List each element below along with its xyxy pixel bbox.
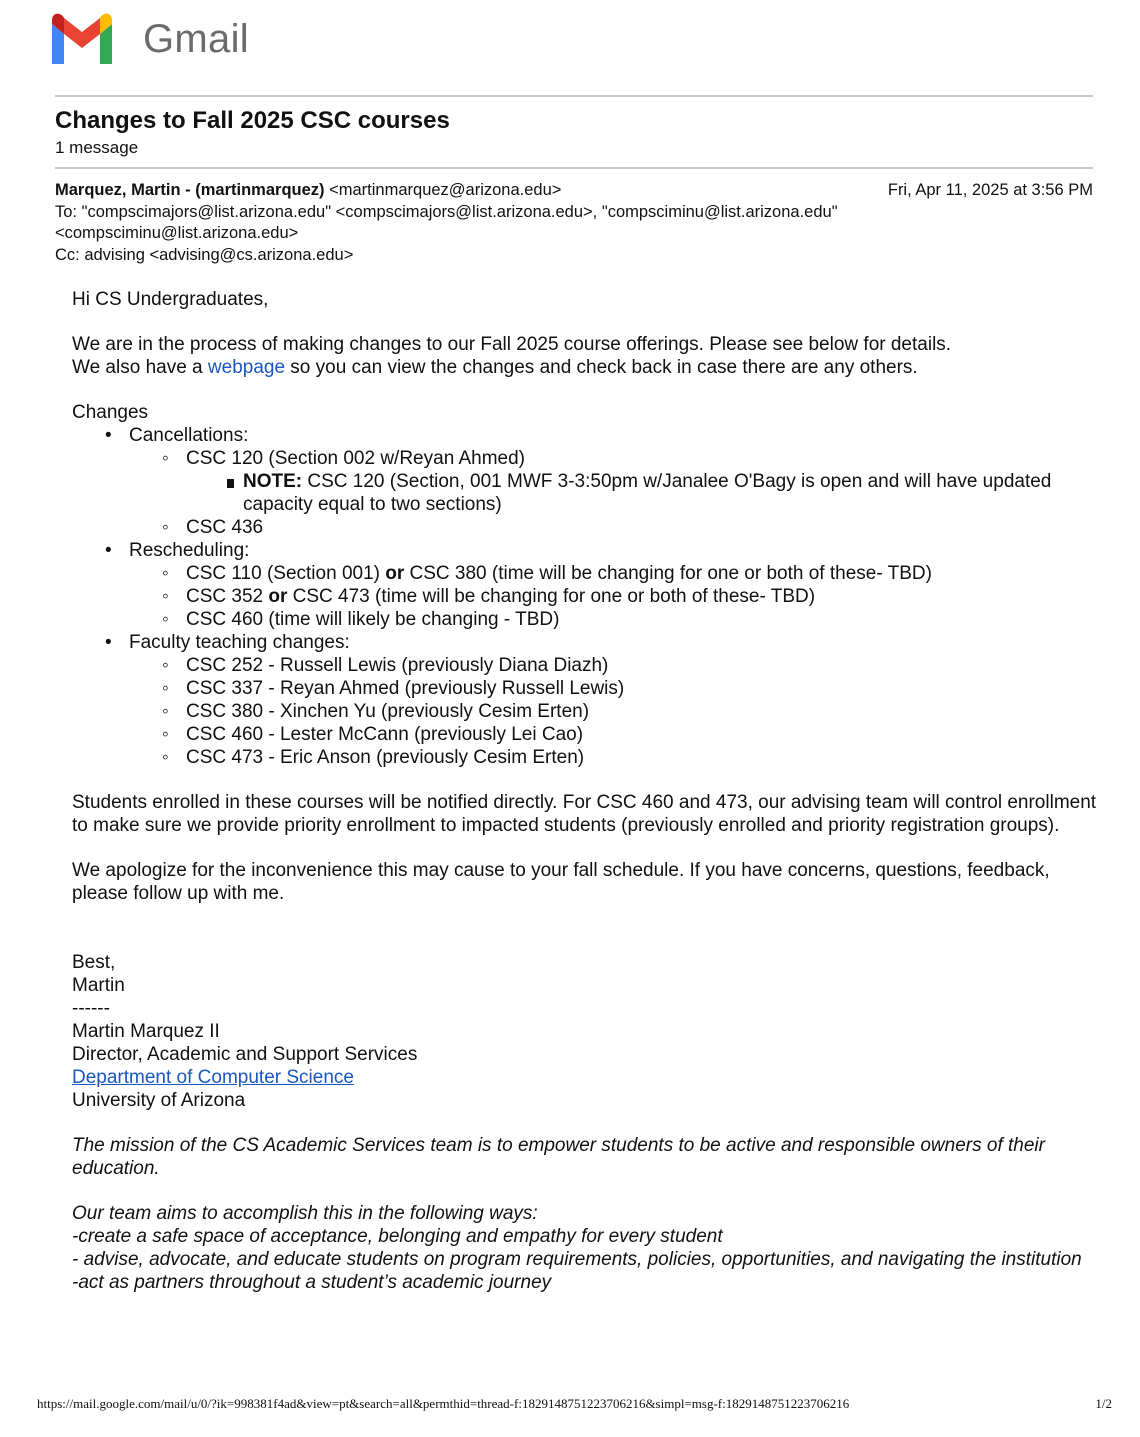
to-line-cont: <compsciminu@list.arizona.edu> bbox=[55, 224, 299, 242]
aim-item: -create a safe space of acceptance, belonging and empathy for every student bbox=[72, 1226, 723, 1247]
intro-line-1: We are in the process of making changes to our Fall 2025 course offerings. Please see below for details. bbox=[72, 334, 952, 355]
sender-line bbox=[55, 180, 561, 201]
signature-name: Martin Marquez II bbox=[72, 1021, 220, 1042]
sender-email: <martinmarquez@arizona.edu> bbox=[329, 181, 562, 199]
sign-name: Martin bbox=[72, 975, 125, 996]
gmail-m-logo-icon bbox=[48, 10, 116, 68]
page-number: 1/2 bbox=[1095, 1396, 1112, 1411]
header-divider bbox=[55, 167, 1093, 169]
list-item-cancellations: • Cancellations: ◦ CSC 120 (Section 002 w/Reyan Ahmed) NOTE: CSC 120 (Section, 001 MWF 3-3:50pm w/Janalee O'Bagy is open and will have updated capacity equal to two sections) ◦ CSC 436 bbox=[72, 424, 1102, 539]
paragraph-apology: We apologize for the inconvenience this may cause to your fall schedule. If you have concerns, questions, feedback, please follow up with me. bbox=[72, 860, 1050, 904]
top-divider bbox=[55, 95, 1093, 97]
list-item: ◦ CSC 337 - Reyan Ahmed (previously Russell Lewis) bbox=[129, 677, 1102, 700]
changes-list bbox=[72, 424, 1102, 769]
paragraph-enrollment: Students enrolled in these courses will be notified directly. For CSC 460 and 473, our advising team will control enrollment to make sure we provide priority enrollment to impacted students (previously enrolled and priority registration groups). bbox=[72, 792, 1097, 836]
list-item-rescheduling: • Rescheduling: ◦ CSC 110 (Section 001) or CSC 380 (time will be changing for one or both of these- TBD) ◦ CSC 352 or CSC 473 (time will be changing for one or both of these- TBD) ◦ CSC 460 (time will likely be changing - TBD) bbox=[72, 539, 1102, 631]
thread-subject: Changes to Fall 2025 CSC courses bbox=[55, 107, 450, 134]
signature-university: University of Arizona bbox=[72, 1090, 246, 1111]
signature-title: Director, Academic and Support Services bbox=[72, 1044, 418, 1065]
aim-item: -act as partners throughout a student’s academic journey bbox=[72, 1272, 552, 1293]
greeting: Hi CS Undergraduates, bbox=[72, 289, 269, 310]
intro-line-2: We also have a webpage so you can view the changes and check back in case there are any others. bbox=[72, 357, 918, 378]
list-item: ◦ CSC 460 - Lester McCann (previously Lei Cao) bbox=[129, 723, 1102, 746]
changes-heading: Changes bbox=[72, 402, 149, 423]
signature-separator: ------ bbox=[72, 998, 110, 1019]
list-item: ◦ CSC 460 (time will likely be changing - TBD) bbox=[129, 608, 1102, 631]
list-item: ◦ CSC 110 (Section 001) or CSC 380 (time will be changing for one or both of these- TBD) bbox=[129, 562, 1102, 585]
list-item: ◦ CSC 352 or CSC 473 (time will be changing for one or both of these- TBD) bbox=[129, 585, 1102, 608]
aim-item: - advise, advocate, and educate students on program requirements, policies, opportunities, and navigating the institution bbox=[72, 1249, 1082, 1270]
print-url: https://mail.google.com/mail/u/0/?ik=998381f4ad&view=pt&search=all&permthid=thread-f:1829148751223706216&simpl=msg-f:1829148751223706216 bbox=[37, 1396, 850, 1411]
department-link[interactable]: Department of Computer Science bbox=[72, 1067, 354, 1088]
message-count: 1 message bbox=[55, 138, 139, 157]
sender-name: Marquez, Martin - (martinmarquez) bbox=[55, 181, 325, 199]
to-line: To: "compscimajors@list.arizona.edu" <compscimajors@list.arizona.edu>, "compsciminu@list.arizona.edu" bbox=[55, 203, 838, 221]
webpage-link[interactable]: webpage bbox=[207, 357, 286, 378]
mission-statement: The mission of the CS Academic Services team is to empower students to be active and responsible owners of their education. bbox=[72, 1135, 1045, 1179]
message-body bbox=[72, 288, 1102, 1294]
cc-line: Cc: advising <advising@cs.arizona.edu> bbox=[55, 246, 354, 264]
list-item: ◦ CSC 473 - Eric Anson (previously Cesim Erten) bbox=[129, 746, 1102, 769]
list-item: ◦ CSC 252 - Russell Lewis (previously Diana Diazh) bbox=[129, 654, 1102, 677]
list-item: ◦ CSC 120 (Section 002 w/Reyan Ahmed) NOTE: CSC 120 (Section, 001 MWF 3-3:50pm w/Janalee O'Bagy is open and will have updated capacity equal to two sections) bbox=[129, 447, 1102, 516]
closing: Best, bbox=[72, 952, 116, 973]
aims-heading: Our team aims to accomplish this in the following ways: bbox=[72, 1203, 538, 1224]
list-item: ◦ CSC 436 bbox=[129, 516, 1102, 539]
list-item-faculty-changes: • Faculty teaching changes: ◦ CSC 252 - Russell Lewis (previously Diana Diazh) ◦ CSC 337 - Reyan Ahmed (previously Russell Lewis) ◦ CSC 380 - Xinchen Yu (previously Cesim Erten) ◦ CSC 460 - Lester McCann (previously Lei Cao) ◦ CSC 473 - Eric Anson (previously Cesim Erten) bbox=[72, 631, 1102, 769]
message-date: Fri, Apr 11, 2025 at 3:56 PM bbox=[887, 181, 1093, 199]
gmail-wordmark: Gmail bbox=[143, 17, 249, 61]
list-item: ◦ CSC 380 - Xinchen Yu (previously Cesim Erten) bbox=[129, 700, 1102, 723]
note-item: NOTE: CSC 120 (Section, 001 MWF 3-3:50pm w/Janalee O'Bagy is open and will have updated capacity equal to two sections) bbox=[186, 470, 1102, 516]
